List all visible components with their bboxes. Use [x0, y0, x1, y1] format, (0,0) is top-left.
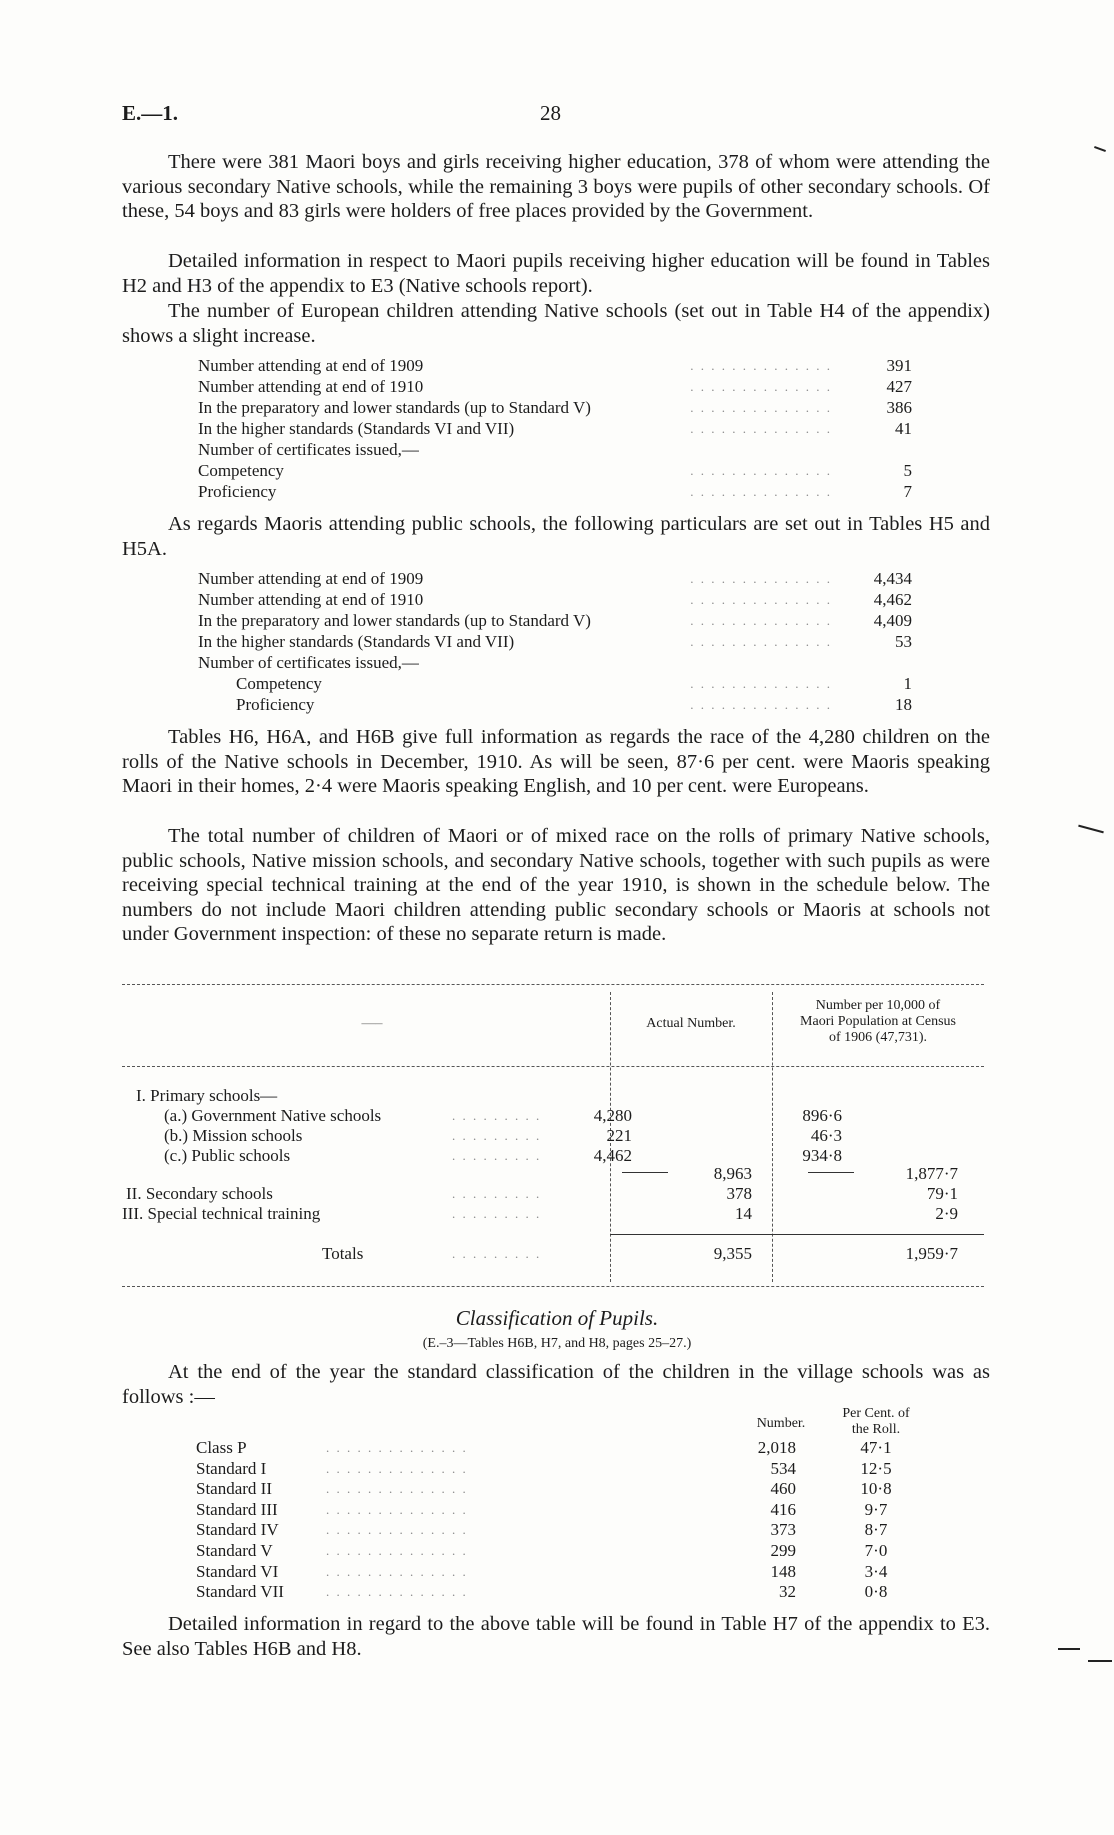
- classification-number: 148: [770, 1561, 796, 1581]
- stat-label: In the preparatory and lower standards (up to Standard V): [198, 398, 591, 417]
- column-header-per10000-line3: of 1906 (47,731).: [829, 1030, 927, 1045]
- classification-row: [196, 1459, 956, 1480]
- stat-value: 1: [903, 674, 912, 693]
- classification-row: [196, 1582, 956, 1603]
- stat-row: [198, 673, 912, 694]
- stat-value: 4,434: [873, 569, 912, 588]
- schedule-row-label: (c.) Public schools: [164, 1146, 291, 1165]
- table-bottom-rule: [122, 1286, 984, 1287]
- classification-percent: 8·7: [864, 1520, 888, 1540]
- schedule-table: [122, 984, 984, 1294]
- classification-percent: 10·8: [860, 1479, 892, 1499]
- column-header-percent-line1: Per Cent. of: [842, 1406, 910, 1421]
- stat-row: [198, 481, 912, 502]
- schedule-row-actual: 221: [606, 1126, 632, 1145]
- schedule-row-per10000: 934·8: [802, 1146, 842, 1165]
- leader-dots: . . . . . . . . . . . . . .: [690, 634, 832, 649]
- scan-mark: [1088, 1660, 1112, 1662]
- secondary-actual: 378: [726, 1184, 752, 1203]
- stat-value: 53: [895, 632, 912, 651]
- stat-label: Number attending at end of 1909: [198, 569, 424, 588]
- technical-training-label: III. Special technical training: [122, 1204, 321, 1223]
- totals-label: Totals: [322, 1244, 364, 1263]
- stat-value: 386: [886, 398, 912, 417]
- stat-label: In the higher standards (Standards VI and VII): [198, 419, 515, 438]
- stat-row: [198, 631, 912, 652]
- classification-number: 416: [770, 1499, 796, 1519]
- row-leader-dots: . . . . . . . . .: [452, 1148, 542, 1163]
- classification-title: Classification of Pupils.: [455, 1306, 659, 1330]
- column-header-percent-line2: the Roll.: [851, 1422, 901, 1437]
- leader-dots: . . . . . . . . . . . . . .: [690, 592, 832, 607]
- primary-total-actual: 8,963: [713, 1164, 752, 1183]
- leader-dots: . . . . . . . . . . . . . .: [690, 358, 832, 373]
- row-leader-dots: . . . . . . . . .: [452, 1108, 542, 1123]
- classification-number: 299: [770, 1540, 796, 1560]
- stat-label: Number of certificates issued,—: [198, 653, 419, 672]
- schedule-row-per10000: 896·6: [802, 1106, 842, 1125]
- classification-number: 534: [770, 1458, 796, 1478]
- scan-mark: [1094, 146, 1106, 152]
- row-leader-dots: . . . . . . . . .: [452, 1246, 542, 1261]
- secondary-schools-label: II. Secondary schools: [126, 1184, 273, 1203]
- stat-label: Number attending at end of 1909: [198, 356, 424, 375]
- header-blank-cell: —–: [361, 1016, 383, 1031]
- primary-schools-heading: I. Primary schools—: [136, 1086, 278, 1105]
- stat-value: 4,409: [873, 611, 912, 630]
- classification-label: Standard V: [196, 1540, 273, 1560]
- totals-actual: 9,355: [713, 1244, 752, 1263]
- table-header-rule: [122, 1066, 984, 1067]
- stat-label: Number of certificates issued,—: [198, 440, 419, 459]
- stat-row: [198, 589, 912, 610]
- leader-dots: . . . . . . . . . . . . . .: [690, 571, 832, 586]
- classification-number: 2,018: [757, 1438, 796, 1457]
- technical-actual: 14: [735, 1204, 752, 1223]
- leader-dots: . . . . . . . . . . . . . .: [690, 697, 832, 712]
- column-header-number: Number.: [756, 1416, 806, 1431]
- classification-label: Class P: [196, 1438, 247, 1457]
- column-header-per10000-line2: Maori Population at Census: [800, 1014, 956, 1029]
- stat-value: 5: [903, 461, 912, 480]
- stat-row: [198, 376, 912, 397]
- leader-dots: . . . . . . . . . . . . . .: [690, 421, 832, 436]
- stat-value: 7: [903, 482, 912, 501]
- stat-row: [198, 652, 912, 673]
- column-header-per10000-line1: Number per 10,000 of: [815, 998, 941, 1013]
- subtotal-rule: [808, 1172, 854, 1173]
- classification-number: 373: [770, 1520, 796, 1540]
- paragraph-higher-education: There were 381 Maori boys and girls receiving higher education, 378 of whom were attending the various secondary Native schools, while the remaining 3 boys were pupils of other secondary schools. Of these, 54 boys and 83 girls were holders of free places provided by the Government.: [122, 151, 990, 223]
- public-stats-list: [198, 568, 912, 715]
- stat-row: [198, 418, 912, 439]
- leader-dots: . . . . . . . . . . . . . .: [326, 1440, 468, 1455]
- paragraph-detailed-information: Detailed information in respect to Maori pupils receiving higher education will be found in Tables H2 and H3 of the appendix to E3 (Native schools report).: [122, 250, 990, 297]
- stat-value: 427: [886, 377, 912, 396]
- table-top-rule: [122, 984, 984, 985]
- leader-dots: . . . . . . . . . . . . . .: [326, 1522, 468, 1538]
- stat-label: Proficiency: [236, 695, 315, 714]
- stat-row: [198, 694, 912, 715]
- classification-row: [196, 1479, 956, 1500]
- leader-dots: . . . . . . . . . . . . . .: [690, 400, 832, 415]
- stat-row: [198, 460, 912, 481]
- classification-row: [196, 1438, 956, 1459]
- leader-dots: . . . . . . . . . . . . . .: [326, 1460, 468, 1476]
- paragraph-public-schools: As regards Maoris attending public schools, the following particulars are set out in Tables H5 and H5A.: [122, 513, 990, 560]
- classification-percent: 7·0: [864, 1540, 888, 1560]
- stat-label: Competency: [198, 461, 284, 480]
- classification-percent: 9·7: [864, 1499, 888, 1519]
- classification-label: Standard VII: [196, 1582, 284, 1602]
- stat-label: In the higher standards (Standards VI and VII): [198, 632, 515, 651]
- classification-percent: 47·1: [860, 1438, 892, 1457]
- european-stats-list: [198, 355, 912, 502]
- leader-dots: . . . . . . . . . . . . . .: [690, 676, 832, 691]
- stat-row: [198, 397, 912, 418]
- classification-label: Standard IV: [196, 1520, 279, 1540]
- stat-value: 41: [895, 419, 912, 438]
- stat-row: [198, 568, 912, 589]
- secondary-per10000: 79·1: [926, 1184, 958, 1203]
- schedule-row-actual: 4,462: [593, 1146, 632, 1165]
- classification-label: Standard I: [196, 1458, 267, 1478]
- classification-table: [196, 1438, 956, 1603]
- classification-number: 460: [770, 1479, 796, 1499]
- row-leader-dots: . . . . . . . . .: [452, 1128, 542, 1143]
- classification-label: Standard VI: [196, 1561, 279, 1581]
- page-number: 28: [540, 101, 561, 125]
- leader-dots: . . . . . . . . . . . . . .: [690, 379, 832, 394]
- stat-label: Proficiency: [198, 482, 277, 501]
- leader-dots: . . . . . . . . . . . . . .: [690, 463, 832, 478]
- row-leader-dots: . . . . . . . . .: [452, 1206, 542, 1221]
- row-leader-dots: . . . . . . . . .: [452, 1186, 542, 1201]
- stat-label: In the preparatory and lower standards (up to Standard V): [198, 611, 591, 630]
- schedule-row-per10000: 46·3: [810, 1126, 842, 1145]
- classification-row: [196, 1562, 956, 1583]
- schedule-row-label: (a.) Government Native schools: [164, 1106, 382, 1125]
- paragraph-standard-classification: At the end of the year the standard classification of the children in the village schools was as follows :—: [122, 1361, 990, 1408]
- classification-header: [196, 1404, 956, 1440]
- schedule-row-label: (b.) Mission schools: [164, 1126, 303, 1145]
- leader-dots: . . . . . . . . . . . . . .: [326, 1501, 468, 1517]
- document-reference: E.—1.: [122, 101, 179, 125]
- classification-percent: 0·8: [864, 1582, 888, 1602]
- schedule-row-actual: 4,280: [593, 1106, 632, 1125]
- paragraph-european-children: The number of European children attending Native schools (set out in Table H4 of the appendix) shows a slight increase.: [122, 300, 990, 347]
- leader-dots: . . . . . . . . . . . . . .: [326, 1481, 468, 1497]
- leader-dots: . . . . . . . . . . . . . .: [690, 613, 832, 628]
- classification-number: 32: [779, 1582, 796, 1602]
- classification-reference: (E.–3—Tables H6B, H7, and H8, pages 25–27.): [422, 1336, 692, 1351]
- leader-dots: . . . . . . . . . . . . . .: [326, 1542, 468, 1558]
- stat-label: Number attending at end of 1910: [198, 590, 424, 609]
- paragraph-race-tables: Tables H6, H6A, and H6B give full information as regards the race of the 4,280 children on the rolls of the Native schools in December, 1910. As will be seen, 87·6 per cent. were Maoris speaking Maori in their homes, 2·4 were Maoris speaking English, and 10 per cent. were Europeans.: [122, 726, 990, 798]
- stat-label: Number attending at end of 1910: [198, 377, 424, 396]
- classification-label: Standard II: [196, 1479, 273, 1499]
- leader-dots: . . . . . . . . . . . . . .: [690, 484, 832, 499]
- leader-dots: . . . . . . . . . . . . . .: [326, 1584, 468, 1600]
- classification-percent: 3·4: [864, 1561, 888, 1581]
- subtotal-rule: [622, 1172, 668, 1173]
- paragraph-total-number: The total number of children of Maori or of mixed race on the rolls of primary Native schools, public schools, Native mission schools, and secondary Native schools, together with such pupils as were receiving special technical training at the end of the year 1910, is shown in the schedule below. The numbers do not include Maori children attending public secondary schools or Maoris at schools not under Government inspection: of these no separate return is made.: [122, 825, 990, 946]
- classification-percent: 12·5: [860, 1458, 892, 1478]
- stat-row: [198, 439, 912, 460]
- column-header-actual: Actual Number.: [646, 1016, 736, 1031]
- totals-rule: [610, 1234, 984, 1235]
- technical-per10000: 2·9: [935, 1204, 958, 1223]
- scan-mark: [1078, 825, 1104, 834]
- scan-mark: [1058, 1648, 1080, 1650]
- totals-per10000: 1,959·7: [905, 1244, 958, 1263]
- classification-row: [196, 1520, 956, 1541]
- classification-row: [196, 1541, 956, 1562]
- paragraph-detailed-table-h7: Detailed information in regard to the above table will be found in Table H7 of the appendix to E3. See also Tables H6B and H8.: [122, 1613, 990, 1660]
- stat-value: 4,462: [873, 590, 912, 609]
- leader-dots: . . . . . . . . . . . . . .: [326, 1563, 468, 1579]
- stat-label: Competency: [236, 674, 322, 693]
- stat-row: [198, 355, 912, 376]
- stat-value: 391: [886, 356, 912, 375]
- classification-label: Standard III: [196, 1499, 278, 1519]
- stat-value: 18: [895, 695, 912, 714]
- classification-row: [196, 1500, 956, 1521]
- stat-row: [198, 610, 912, 631]
- primary-total-per10000: 1,877·7: [905, 1164, 958, 1183]
